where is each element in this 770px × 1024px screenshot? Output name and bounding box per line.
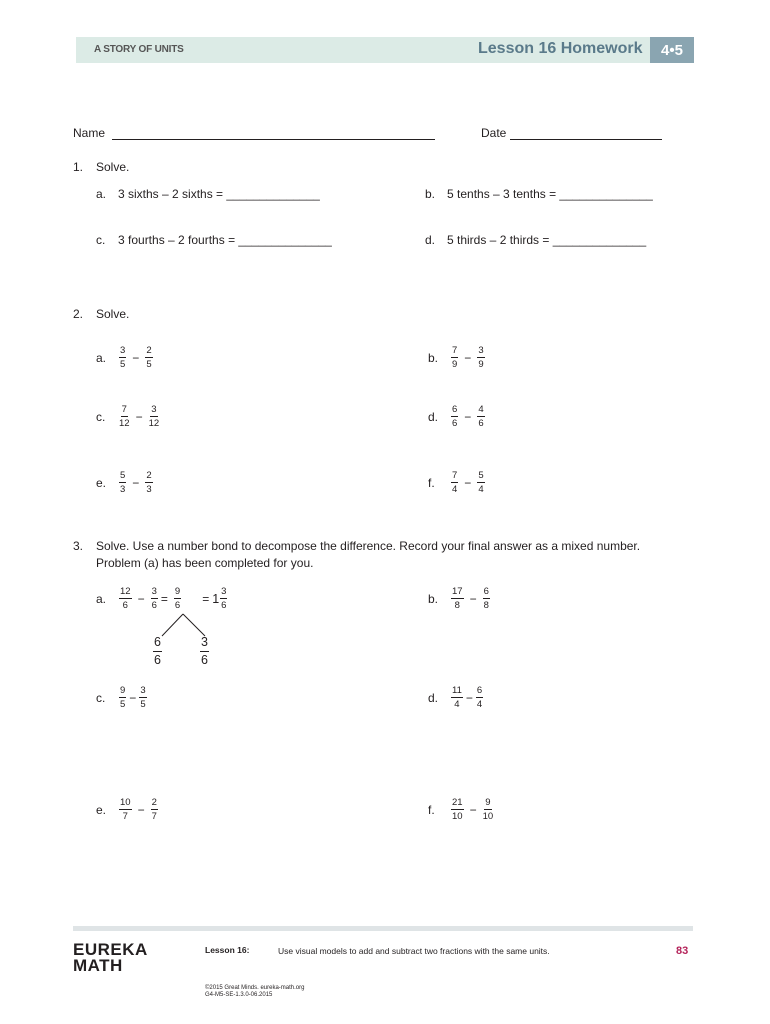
fraction: $\frac{5}{4}$ <box>478 470 484 495</box>
q3f-problem <box>428 797 494 822</box>
q3a-example <box>96 586 228 611</box>
item-label: b. <box>428 591 439 606</box>
fraction: $\frac{9}{10}$ <box>482 797 494 822</box>
q1c-label: c. <box>96 233 106 247</box>
fraction: $\frac{6}{8}$ <box>483 586 489 611</box>
fraction: $\frac{10}{7}$ <box>120 797 131 822</box>
q1b-label: b. <box>425 187 436 201</box>
number-bond-part-right: $\frac{3}{6}$ <box>201 635 208 667</box>
item-label: d. <box>428 690 439 705</box>
q1-number: 1. <box>73 160 84 174</box>
item-label: f. <box>428 475 435 490</box>
mixed-number-fraction: $\frac{3}{6}$ <box>221 586 227 611</box>
item-label: c. <box>96 409 106 424</box>
q3-prompt-line1: Solve. Use a number bond to decompose the difference. Record your final answer as a mixed number. <box>96 539 641 553</box>
minus-sign: − <box>465 690 473 705</box>
q2e-problem <box>96 470 154 495</box>
q1d-problem: 5 thirds – 2 thirds = ______________ <box>447 233 647 247</box>
fraction: $\frac{21}{10}$ <box>452 797 463 822</box>
minus-sign: − <box>469 802 477 817</box>
fraction: $\frac{6}{6}$ <box>452 404 458 429</box>
name-line[interactable] <box>112 139 435 140</box>
fraction: $\frac{2}{3}$ <box>146 470 152 495</box>
q3-prompt-line2: Problem (a) has been completed for you. <box>96 556 314 570</box>
fraction: $\frac{3}{5}$ <box>140 685 146 710</box>
q3c-problem <box>96 685 148 710</box>
equals-sign: = <box>202 591 210 606</box>
fraction: $\frac{11}{4}$ <box>452 685 462 710</box>
fraction: $\frac{6}{4}$ <box>476 685 483 710</box>
equals-sign: = <box>160 591 168 606</box>
item-label: e. <box>96 475 107 490</box>
q3e-problem <box>96 797 159 822</box>
name-label: Name <box>73 126 106 140</box>
q3d-problem <box>428 685 484 710</box>
fraction: $\frac{3}{6}$ <box>151 586 157 611</box>
footer-copyright: ©2015 Great Minds. eureka-math.org G4-M5-SE-1.3.0-06.2015 <box>205 985 305 998</box>
item-label: e. <box>96 802 107 817</box>
page-number: 83 <box>676 945 689 957</box>
number-bond-part-left: $\frac{6}{6}$ <box>154 635 161 667</box>
q2c-problem <box>96 404 160 429</box>
page-title: Lesson 16 Homework <box>478 40 643 57</box>
fraction: $\frac{3}{9}$ <box>478 345 484 370</box>
fraction: $\frac{5}{3}$ <box>120 470 126 495</box>
minus-sign: − <box>132 475 140 490</box>
date-label: Date <box>481 126 507 140</box>
minus-sign: − <box>129 690 137 705</box>
q1a-problem: 3 sixths – 2 sixths = ______________ <box>118 187 320 201</box>
fraction: $\frac{7}{12}$ <box>119 404 130 429</box>
difference-fraction: $\frac{9}{6}$ <box>174 586 181 611</box>
item-label: a. <box>96 350 107 365</box>
fraction: $\frac{2}{7}$ <box>151 797 157 822</box>
q1a-label: a. <box>96 187 107 201</box>
q3b-problem <box>428 586 491 611</box>
fraction: $\frac{12}{6}$ <box>120 586 131 611</box>
item-label: d. <box>428 409 439 424</box>
q2f-problem <box>428 470 486 495</box>
minus-sign: − <box>464 409 472 424</box>
item-label: a. <box>96 591 107 606</box>
minus-sign: − <box>132 350 140 365</box>
footer-divider <box>73 926 693 931</box>
item-label: f. <box>428 802 435 817</box>
footer-lesson-description: Use visual models to add and subtract two fractions with the same units. <box>278 946 550 956</box>
q2-prompt: Solve. <box>96 307 130 321</box>
item-label: c. <box>96 690 106 705</box>
q2b-problem <box>428 345 486 370</box>
minus-sign: − <box>464 475 472 490</box>
q2d-problem <box>428 404 486 429</box>
minus-sign: − <box>464 350 472 365</box>
q3-number: 3. <box>73 539 84 553</box>
date-line[interactable] <box>510 139 662 140</box>
minus-sign: − <box>135 409 143 424</box>
q1-prompt: Solve. <box>96 160 130 174</box>
q1d-label: d. <box>425 233 436 247</box>
curriculum-name: A STORY OF UNITS <box>94 44 184 55</box>
module-badge: 4•5 <box>650 37 694 63</box>
fraction: $\frac{9}{5}$ <box>120 685 126 710</box>
fraction: $\frac{7}{4}$ <box>452 470 458 495</box>
minus-sign: − <box>469 591 477 606</box>
fraction: $\frac{7}{9}$ <box>452 345 458 370</box>
mixed-number-whole: 1 <box>212 591 220 606</box>
q1c-problem: 3 fourths – 2 fourths = ______________ <box>118 233 332 247</box>
fraction: $\frac{3}{5}$ <box>120 345 126 370</box>
fraction: $\frac{3}{12}$ <box>148 404 160 429</box>
fraction: $\frac{17}{8}$ <box>452 586 463 611</box>
item-label: b. <box>428 350 439 365</box>
minus-sign: − <box>137 802 145 817</box>
eureka-math-logo: EUREKA MATH <box>73 940 148 975</box>
q2-number: 2. <box>73 307 84 321</box>
q2a-problem <box>96 345 154 370</box>
fraction: $\frac{4}{6}$ <box>478 404 484 429</box>
minus-sign: − <box>137 591 145 606</box>
fraction: $\frac{2}{5}$ <box>146 345 152 370</box>
footer-lesson-label: Lesson 16: <box>205 945 250 955</box>
q1b-problem: 5 tenths – 3 tenths = ______________ <box>447 187 653 201</box>
